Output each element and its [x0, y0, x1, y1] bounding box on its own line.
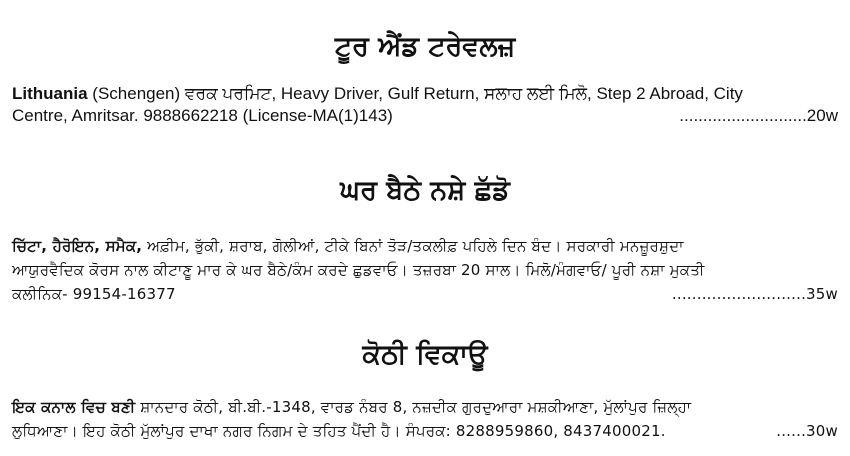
ad-line — [12, 83, 838, 105]
ad-line — [12, 419, 838, 443]
ad-title: ਕੋਠੀ ਵਿਕਾਊ — [362, 339, 488, 370]
ad-line — [12, 234, 838, 258]
ad-lead: Lithuania — [12, 84, 88, 103]
ad-text: Centre, Amritsar. 9888662218 (License-MA(1)143) — [12, 106, 393, 125]
ad-text: ਕਲੀਨਿਕ- 99154-16377 — [12, 285, 176, 303]
ad-line — [12, 395, 838, 419]
ad-body — [12, 83, 838, 127]
ad-price: ...........................35w — [671, 285, 838, 303]
ad-line — [12, 258, 838, 282]
ad-line — [12, 105, 838, 127]
ad-title: ਘਰ ਬੈਠੇ ਨਸ਼ੇ ਛੱਡੋ — [340, 175, 510, 206]
ad-text: ਆਯੁਰਵੈਦਿਕ ਕੋਰਸ ਨਾਲ ਕੀਟਾਣੂ ਮਾਰ ਕੇ ਘਰ ਬੈਠੇ/ਕੰਮ ਕਰਦੇ ਛੁਡਵਾਓ। ਤਜ਼ਰਬਾ 20 ਸਾਲ। ਮਿਲੋ/ਮੰਗਵਾਓ/ ਪੂਰੀ ਨਸ਼ਾ ਮੁਕਤੀ — [12, 261, 705, 279]
ad-line — [12, 282, 838, 306]
ad-price: ......30w — [776, 422, 838, 440]
ad-body — [12, 395, 838, 443]
ad-title: ਟੂਰ ਐਂਡ ਟਰੇਵਲਜ਼ — [334, 31, 516, 62]
ad-text: ਸ਼ਾਨਦਾਰ ਕੋਠੀ, ਬੀ.ਬੀ.-1348, ਵਾਰਡ ਨੰਬਰ 8, ਨਜ਼ਦੀਕ ਗੁਰਦੁਆਰਾ ਮਸ਼ਕੀਆਣਾ, ਮੁੱਲਾਂਪੁਰ ਜ਼ਿਲ੍ਹਾ — [135, 398, 692, 416]
ad-text: (Schengen) ਵਰਕ ਪਰਮਿਟ, Heavy Driver, Gulf Return, ਸਲਾਹ ਲਈ ਮਿਲੋ, Step 2 Abroad, City — [87, 84, 743, 103]
ad-lead: ਇਕ ਕਨਾਲ ਵਿਚ ਬਣੀ — [12, 398, 136, 416]
ad-price: ...........................20w — [679, 106, 838, 125]
ad-text: ਅਫ਼ੀਮ, ਭੁੱਕੀ, ਸ਼ਰਾਬ, ਗੋਲੀਆਂ, ਟੀਕੇ ਬਿਨਾਂ ਤੋੜ/ਤਕਲੀਫ਼ ਪਹਿਲੇ ਦਿਨ ਬੰਦ। ਸਰਕਾਰੀ ਮਨਜ਼ੂਰਸ਼ੁਦਾ — [142, 237, 684, 255]
ad-lead: ਚਿੱਟਾ, ਹੈਰੋਇਨ, ਸਮੈਕ, — [12, 237, 143, 255]
ad-text: ਲੁਧਿਆਣਾ। ਇਹ ਕੋਠੀ ਮੁੱਲਾਂਪੁਰ ਦਾਖਾ ਨਗਰ ਨਿਗਮ ਦੇ ਤਹਿਤ ਪੈਂਦੀ ਹੈ। ਸੰਪਰਕ: 8288959860, 8437400021. — [12, 422, 666, 440]
ad-body — [12, 234, 838, 306]
